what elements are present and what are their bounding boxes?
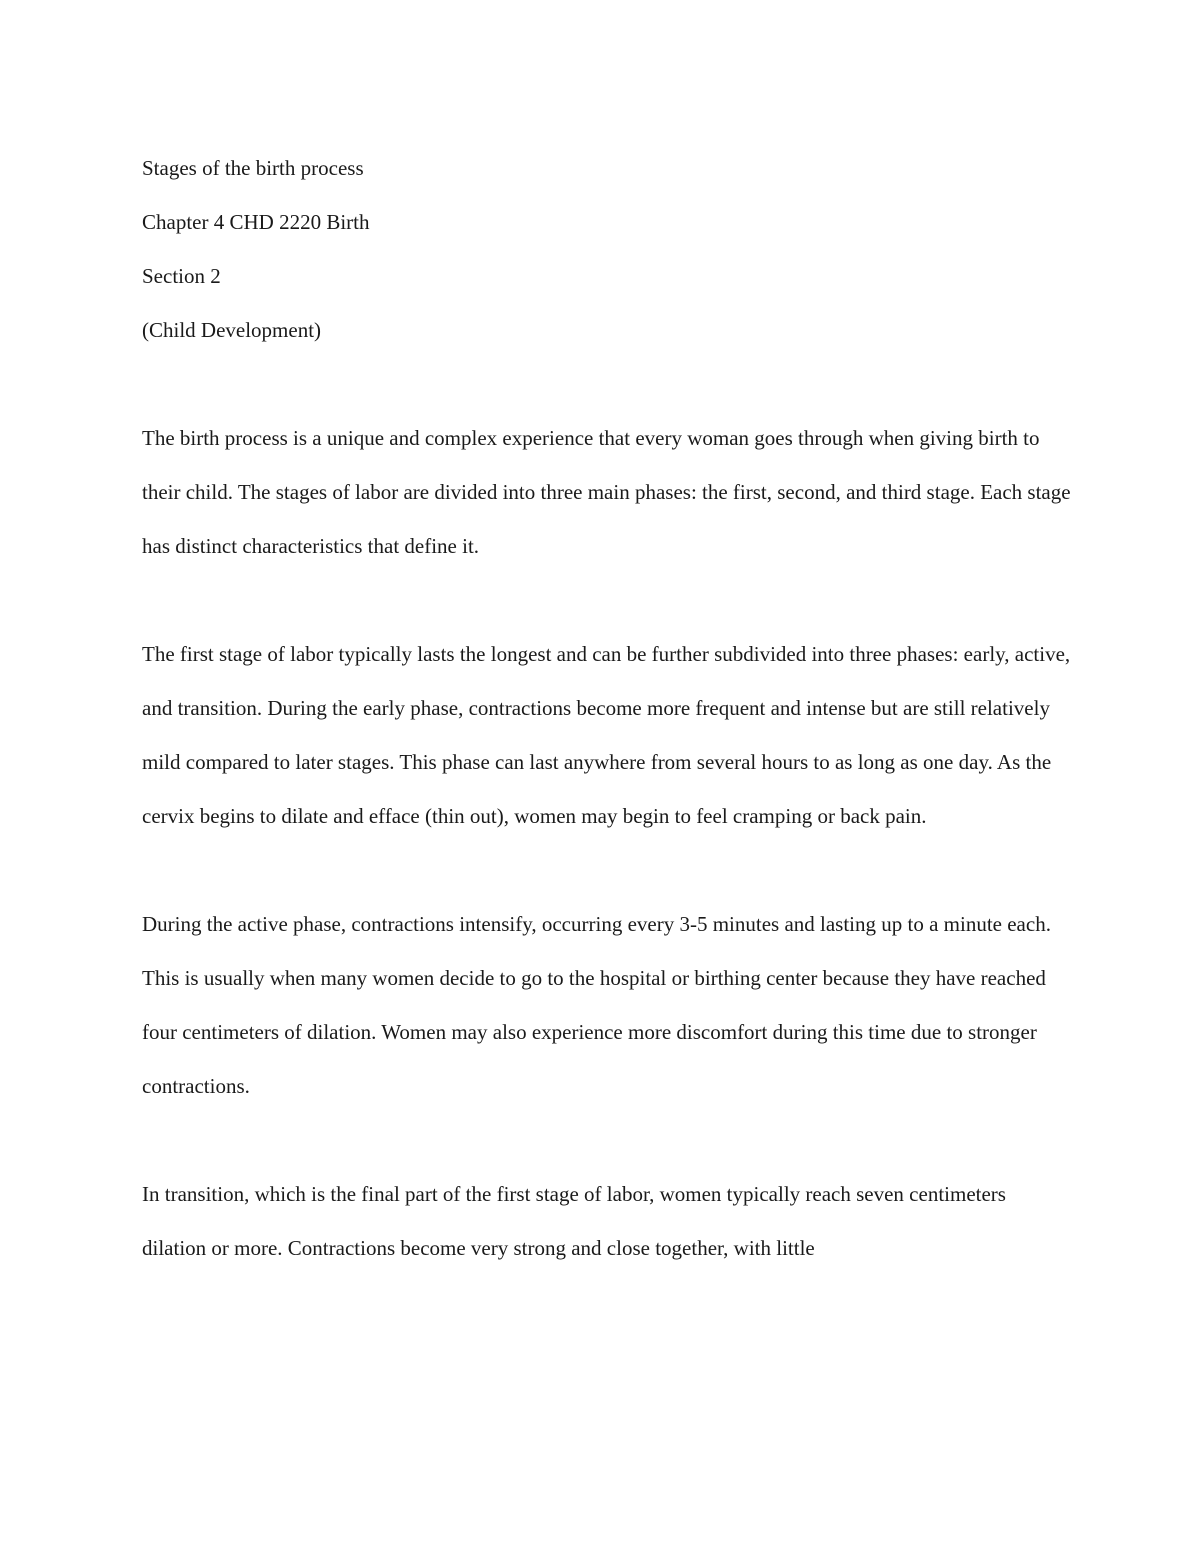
spacer (142, 357, 1072, 411)
paragraph-active-phase: During the active phase, contractions intensify, occurring every 3-5 minutes and lasting up to a minute each. This is usually when many women decide to go to the hospital or birthing center because they have reached four centimeters of dilation. Women may also experience more discomfort during this time due to stronger contractions. (142, 912, 1051, 1098)
spacer (142, 573, 1072, 627)
paragraph-first-stage: The first stage of labor typically lasts the longest and can be further subdivided into three phases: early, active, and transition. During the early phase, contractions become more frequent and intense but are still relatively mild compared to later stages. This phase can last anywhere from several hours to as long as one day. As the cervix begins to dilate and efface (thin out), women may begin to feel cramping or back pain. (142, 642, 1071, 828)
spacer (142, 843, 1072, 897)
chapter-line: Chapter 4 CHD 2220 Birth (142, 210, 370, 234)
section-line: Section 2 (142, 264, 221, 288)
document-title: Stages of the birth process (142, 156, 364, 180)
document-body (142, 141, 1072, 1275)
paragraph-intro: The birth process is a unique and complex experience that every woman goes through when giving birth to their child. The stages of labor are divided into three main phases: the first, second, and third stage. Each stage has distinct characteristics that define it. (142, 426, 1071, 558)
subject-line: (Child Development) (142, 318, 322, 342)
spacer (142, 1113, 1072, 1167)
paragraph-transition: In transition, which is the final part of the first stage of labor, women typically reach seven centimeters dilation or more. Contractions become very strong and close together, with little (142, 1182, 1006, 1260)
